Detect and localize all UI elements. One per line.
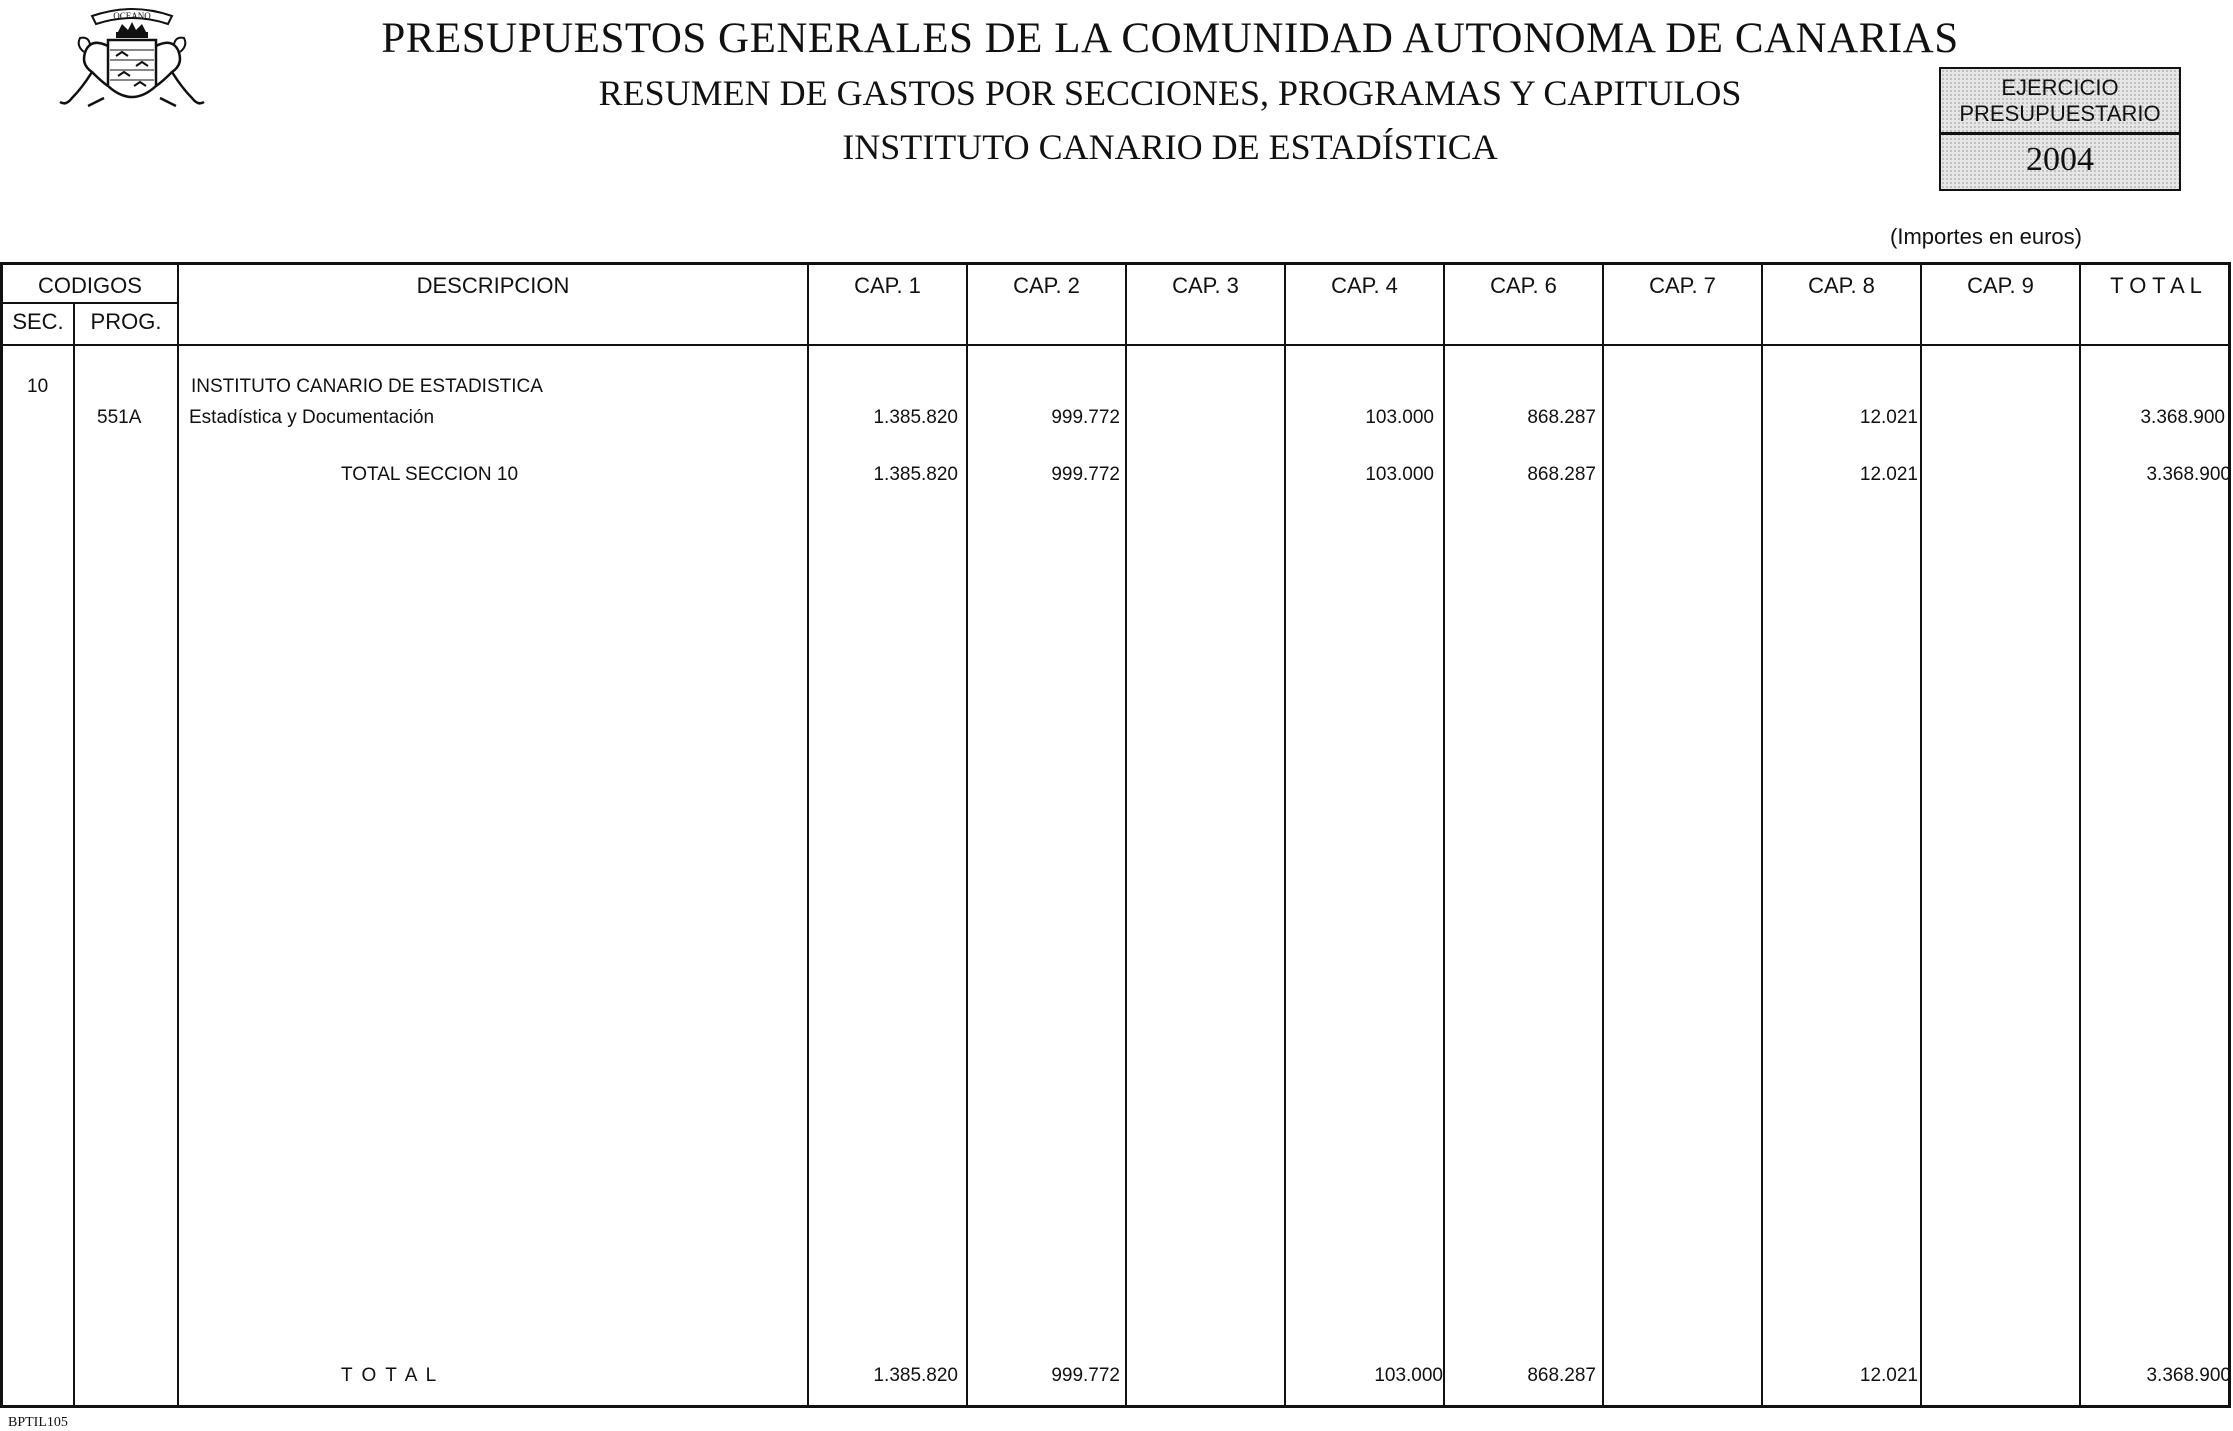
col-divider (1284, 265, 1286, 1405)
grand-total-label: T O T A L (341, 1365, 439, 1386)
grand-total-cap6: 868.287 (1527, 1365, 1596, 1386)
col-divider (1761, 265, 1763, 1405)
program-cap4: 103.000 (1365, 407, 1434, 428)
col-divider (966, 265, 968, 1405)
header-codigos: CODIGOS (38, 273, 142, 298)
program-cap6: 868.287 (1527, 407, 1596, 428)
grand-total-cap1: 1.385.820 (873, 1365, 958, 1386)
report-entity: INSTITUTO CANARIO DE ESTADÍSTICA (842, 127, 1498, 167)
section-total-cap6: 868.287 (1527, 464, 1596, 485)
header-cap8: CAP. 8 (1808, 273, 1875, 298)
header-bottom-rule (3, 344, 2228, 346)
header-cap1: CAP. 1 (854, 273, 921, 298)
svg-text:OCEANO: OCEANO (113, 11, 151, 21)
col-divider (1602, 265, 1604, 1405)
grand-total-cap4: 103.000 (1374, 1365, 1443, 1386)
section-total-cap4: 103.000 (1365, 464, 1434, 485)
col-divider (1443, 265, 1445, 1405)
section-description: INSTITUTO CANARIO DE ESTADISTICA (191, 376, 543, 397)
ejercicio-year: 2004 (2026, 141, 2094, 178)
ejercicio-label: EJERCICIO PRESUPUESTARIO (1941, 69, 2179, 135)
program-cap2: 999.772 (1051, 407, 1120, 428)
header-cap3: CAP. 3 (1172, 273, 1239, 298)
program-cap1: 1.385.820 (873, 407, 958, 428)
header-sec: SEC. (12, 309, 64, 334)
header-cap9: CAP. 9 (1967, 273, 2034, 298)
budget-table (0, 262, 2231, 1408)
program-cap8: 12.021 (1859, 407, 1918, 428)
section-total-cap2: 999.772 (1051, 464, 1120, 485)
units-note: (Importes en euros) (1890, 224, 2082, 249)
header-descripcion: DESCRIPCION (416, 273, 570, 298)
header-cap2: CAP. 2 (1013, 273, 1080, 298)
program-total: 3.368.900 (2140, 407, 2225, 428)
codigos-divider (3, 302, 177, 304)
section-total-cap8: 12.021 (1859, 464, 1918, 485)
header-prog: PROG. (90, 309, 162, 334)
section-total-total: 3.368.900 (2146, 464, 2231, 485)
col-divider (807, 265, 809, 1405)
col-divider (177, 265, 179, 1405)
header-cap6: CAP. 6 (1490, 273, 1557, 298)
sec-prog-divider (73, 302, 75, 1405)
report-code: BPTIL105 (8, 1415, 68, 1430)
grand-total-cap2: 999.772 (1051, 1365, 1120, 1386)
report-subtitle: RESUMEN DE GASTOS POR SECCIONES, PROGRAMAS Y CAPITULOS (598, 73, 1742, 113)
section-total-cap1: 1.385.820 (873, 464, 958, 485)
ejercicio-box (1939, 67, 2181, 191)
col-divider (1920, 265, 1922, 1405)
header-cap4: CAP. 4 (1331, 273, 1398, 298)
grand-total-cap8: 12.021 (1859, 1365, 1918, 1386)
col-divider (1125, 265, 1127, 1405)
header-total: T O T A L (2110, 273, 2202, 298)
report-title: PRESUPUESTOS GENERALES DE LA COMUNIDAD AUTONOMA DE CANARIAS (381, 15, 1959, 62)
col-divider (2079, 265, 2081, 1405)
grand-total-total: 3.368.900 (2146, 1365, 2231, 1386)
program-code: 551A (97, 407, 142, 428)
program-description: Estadística y Documentación (189, 407, 435, 428)
section-code: 10 (27, 376, 49, 397)
section-total-label: TOTAL SECCION 10 (341, 464, 519, 485)
header-cap7: CAP. 7 (1649, 273, 1716, 298)
coat-of-arms-emblem (52, 2, 212, 126)
